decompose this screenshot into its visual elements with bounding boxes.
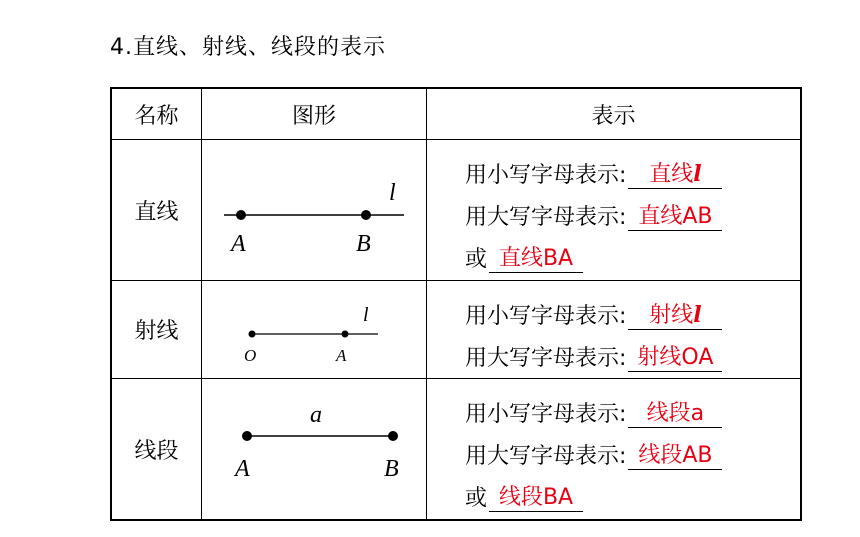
repr-upper-ray bbox=[465, 330, 800, 372]
label-o: O bbox=[244, 346, 257, 365]
upper-prefix: 用大写字母表示: bbox=[465, 205, 627, 230]
answer-text: 直线 bbox=[649, 162, 694, 187]
row-name-ray: 射线 bbox=[111, 281, 202, 379]
label-a: A bbox=[336, 346, 347, 365]
header-row bbox=[111, 88, 801, 140]
header-repr: 表示 bbox=[427, 88, 802, 140]
answer-upper-ray: 射线OA bbox=[628, 345, 722, 372]
point-b bbox=[388, 431, 398, 441]
point-b bbox=[361, 210, 371, 220]
table-row-segment bbox=[111, 379, 801, 521]
repr-lower-segment bbox=[465, 386, 800, 428]
repr-upper-line bbox=[465, 189, 800, 231]
row-name-line: 直线 bbox=[111, 140, 202, 281]
repr-line bbox=[427, 140, 802, 281]
repr-upper-segment bbox=[465, 428, 800, 470]
point-a bbox=[342, 331, 349, 338]
row-name-segment: 线段 bbox=[111, 379, 202, 521]
label-a-lower: a bbox=[310, 402, 322, 428]
line-diagram bbox=[202, 140, 426, 280]
answer-lower-line bbox=[628, 161, 722, 189]
repr-or-segment bbox=[465, 470, 800, 512]
or-prefix: 或 bbox=[465, 486, 488, 511]
answer-upper-line: 直线AB bbox=[628, 204, 722, 231]
label-b: B bbox=[384, 456, 399, 482]
lower-prefix: 用小写字母表示: bbox=[465, 402, 627, 427]
label-l: l bbox=[389, 180, 396, 206]
answer-lower-segment: 线段a bbox=[628, 401, 722, 428]
label-a: A bbox=[235, 456, 250, 482]
answer-or-segment: 线段BA bbox=[489, 485, 583, 512]
answer-upper-segment: 线段AB bbox=[628, 443, 722, 470]
label-b: B bbox=[356, 231, 371, 257]
repr-segment bbox=[427, 379, 802, 521]
lower-prefix: 用小写字母表示: bbox=[465, 163, 627, 188]
point-a bbox=[236, 210, 246, 220]
figure-segment bbox=[202, 379, 427, 521]
label-l: l bbox=[363, 304, 369, 326]
repr-or-line bbox=[465, 231, 800, 273]
answer-letter: l bbox=[693, 161, 702, 187]
point-o bbox=[249, 331, 256, 338]
answer-or-line: 直线BA bbox=[489, 246, 583, 273]
upper-prefix: 用大写字母表示: bbox=[465, 444, 627, 469]
or-prefix: 或 bbox=[465, 247, 488, 272]
segment-diagram bbox=[202, 379, 426, 519]
lower-prefix: 用小写字母表示: bbox=[465, 303, 627, 329]
answer-text: 射线 bbox=[649, 302, 694, 328]
repr-lower-ray bbox=[465, 288, 800, 330]
point-a bbox=[242, 431, 252, 441]
repr-lower-line bbox=[465, 147, 800, 189]
header-figure: 图形 bbox=[202, 88, 427, 140]
answer-lower-ray bbox=[628, 302, 722, 330]
header-name: 名称 bbox=[111, 88, 202, 140]
figure-ray bbox=[202, 281, 427, 379]
label-a: A bbox=[231, 231, 246, 257]
answer-letter: l bbox=[693, 301, 702, 328]
table-row-line bbox=[111, 140, 801, 281]
representation-table bbox=[110, 87, 802, 521]
upper-prefix: 用大写字母表示: bbox=[465, 345, 627, 371]
figure-line bbox=[202, 140, 427, 281]
table-row-ray bbox=[111, 281, 801, 379]
ray-diagram bbox=[202, 281, 426, 378]
repr-ray bbox=[427, 281, 802, 379]
page-title: 4.直线、射线、线段的表示 bbox=[110, 35, 386, 60]
